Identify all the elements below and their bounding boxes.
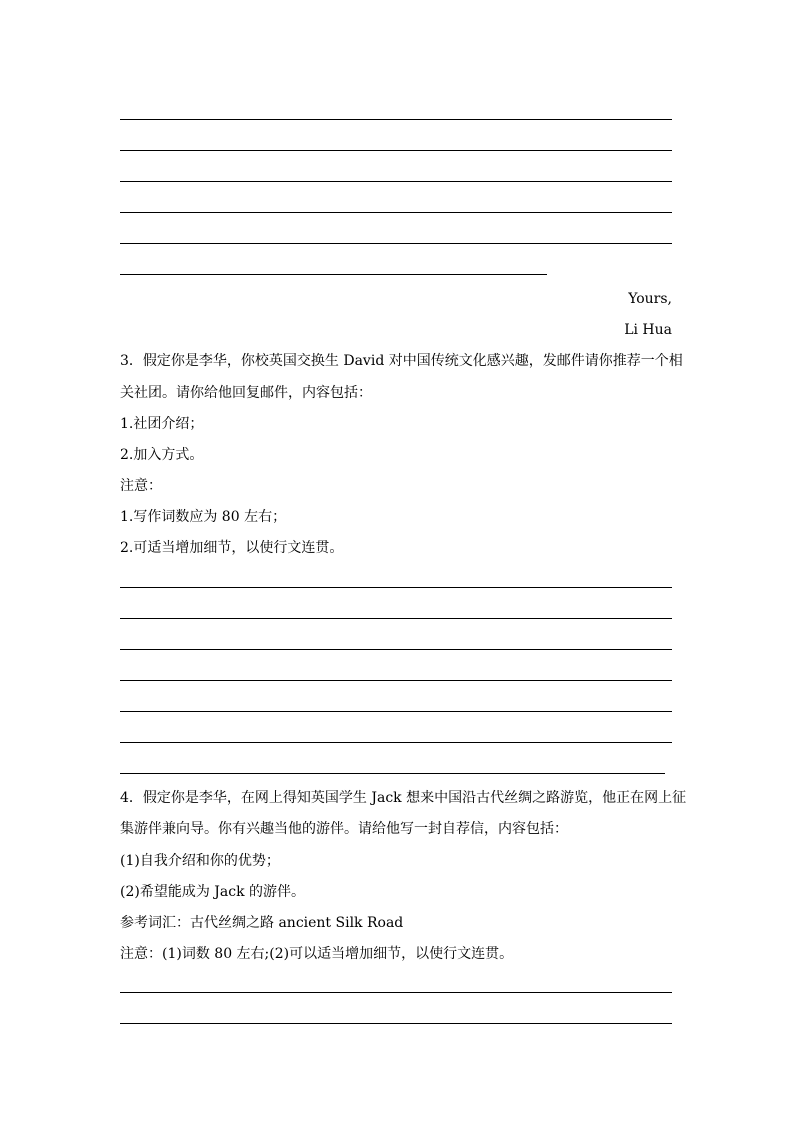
q3-prompt-line1: 3．假定你是李华，你校英国交换生 David 对中国传统文化感兴趣，发邮件请你推荐一个相: [120, 353, 683, 369]
writing-line: [120, 680, 672, 681]
closing-signature: Li Hua: [624, 322, 672, 338]
writing-line: [120, 181, 672, 182]
q4-item-1: (1)自我介绍和你的优势；: [120, 853, 280, 869]
writing-line: [120, 150, 672, 151]
q4-item-2: (2)希望能成为 Jack 的游伴。: [120, 884, 306, 900]
writing-line: [120, 742, 672, 743]
q3-prompt-line2: 关社团。请你给他回复邮件，内容包括：: [120, 385, 372, 401]
writing-line: [120, 711, 672, 712]
writing-line: [120, 587, 672, 588]
writing-line: [120, 212, 672, 213]
q3-item-1: 1.社团介绍；: [120, 416, 204, 432]
writing-line: [120, 119, 672, 120]
q4-prompt-line1: 4．假定你是李华，在网上得知英国学生 Jack 想来中国沿古代丝绸之路游览，他正在网上征: [120, 790, 687, 806]
q4-vocab: 参考词汇：古代丝绸之路 ancient Silk Road: [120, 915, 404, 931]
q3-note-label: 注意：: [120, 478, 162, 494]
closing-yours: Yours,: [628, 291, 672, 307]
q3-note-1: 1.写作词数应为 80 左右；: [120, 509, 287, 525]
q3-item-2: 2.加入方式。: [120, 447, 204, 463]
writing-line: [120, 618, 672, 619]
writing-line: [120, 243, 672, 244]
q4-note: 注意：(1)词数 80 左右;(2)可以适当增加细节，以使行文连贯。: [120, 946, 514, 962]
writing-line: [120, 649, 672, 650]
q4-prompt-line2: 集游伴兼向导。你有兴趣当他的游伴。请给他写一封自荐信，内容包括：: [120, 821, 568, 837]
writing-line-short: [120, 274, 547, 275]
writing-line: [120, 1023, 672, 1024]
q3-note-2: 2.可适当增加细节，以使行文连贯。: [120, 540, 344, 556]
writing-line: [120, 992, 672, 993]
writing-line-short: [120, 773, 665, 774]
